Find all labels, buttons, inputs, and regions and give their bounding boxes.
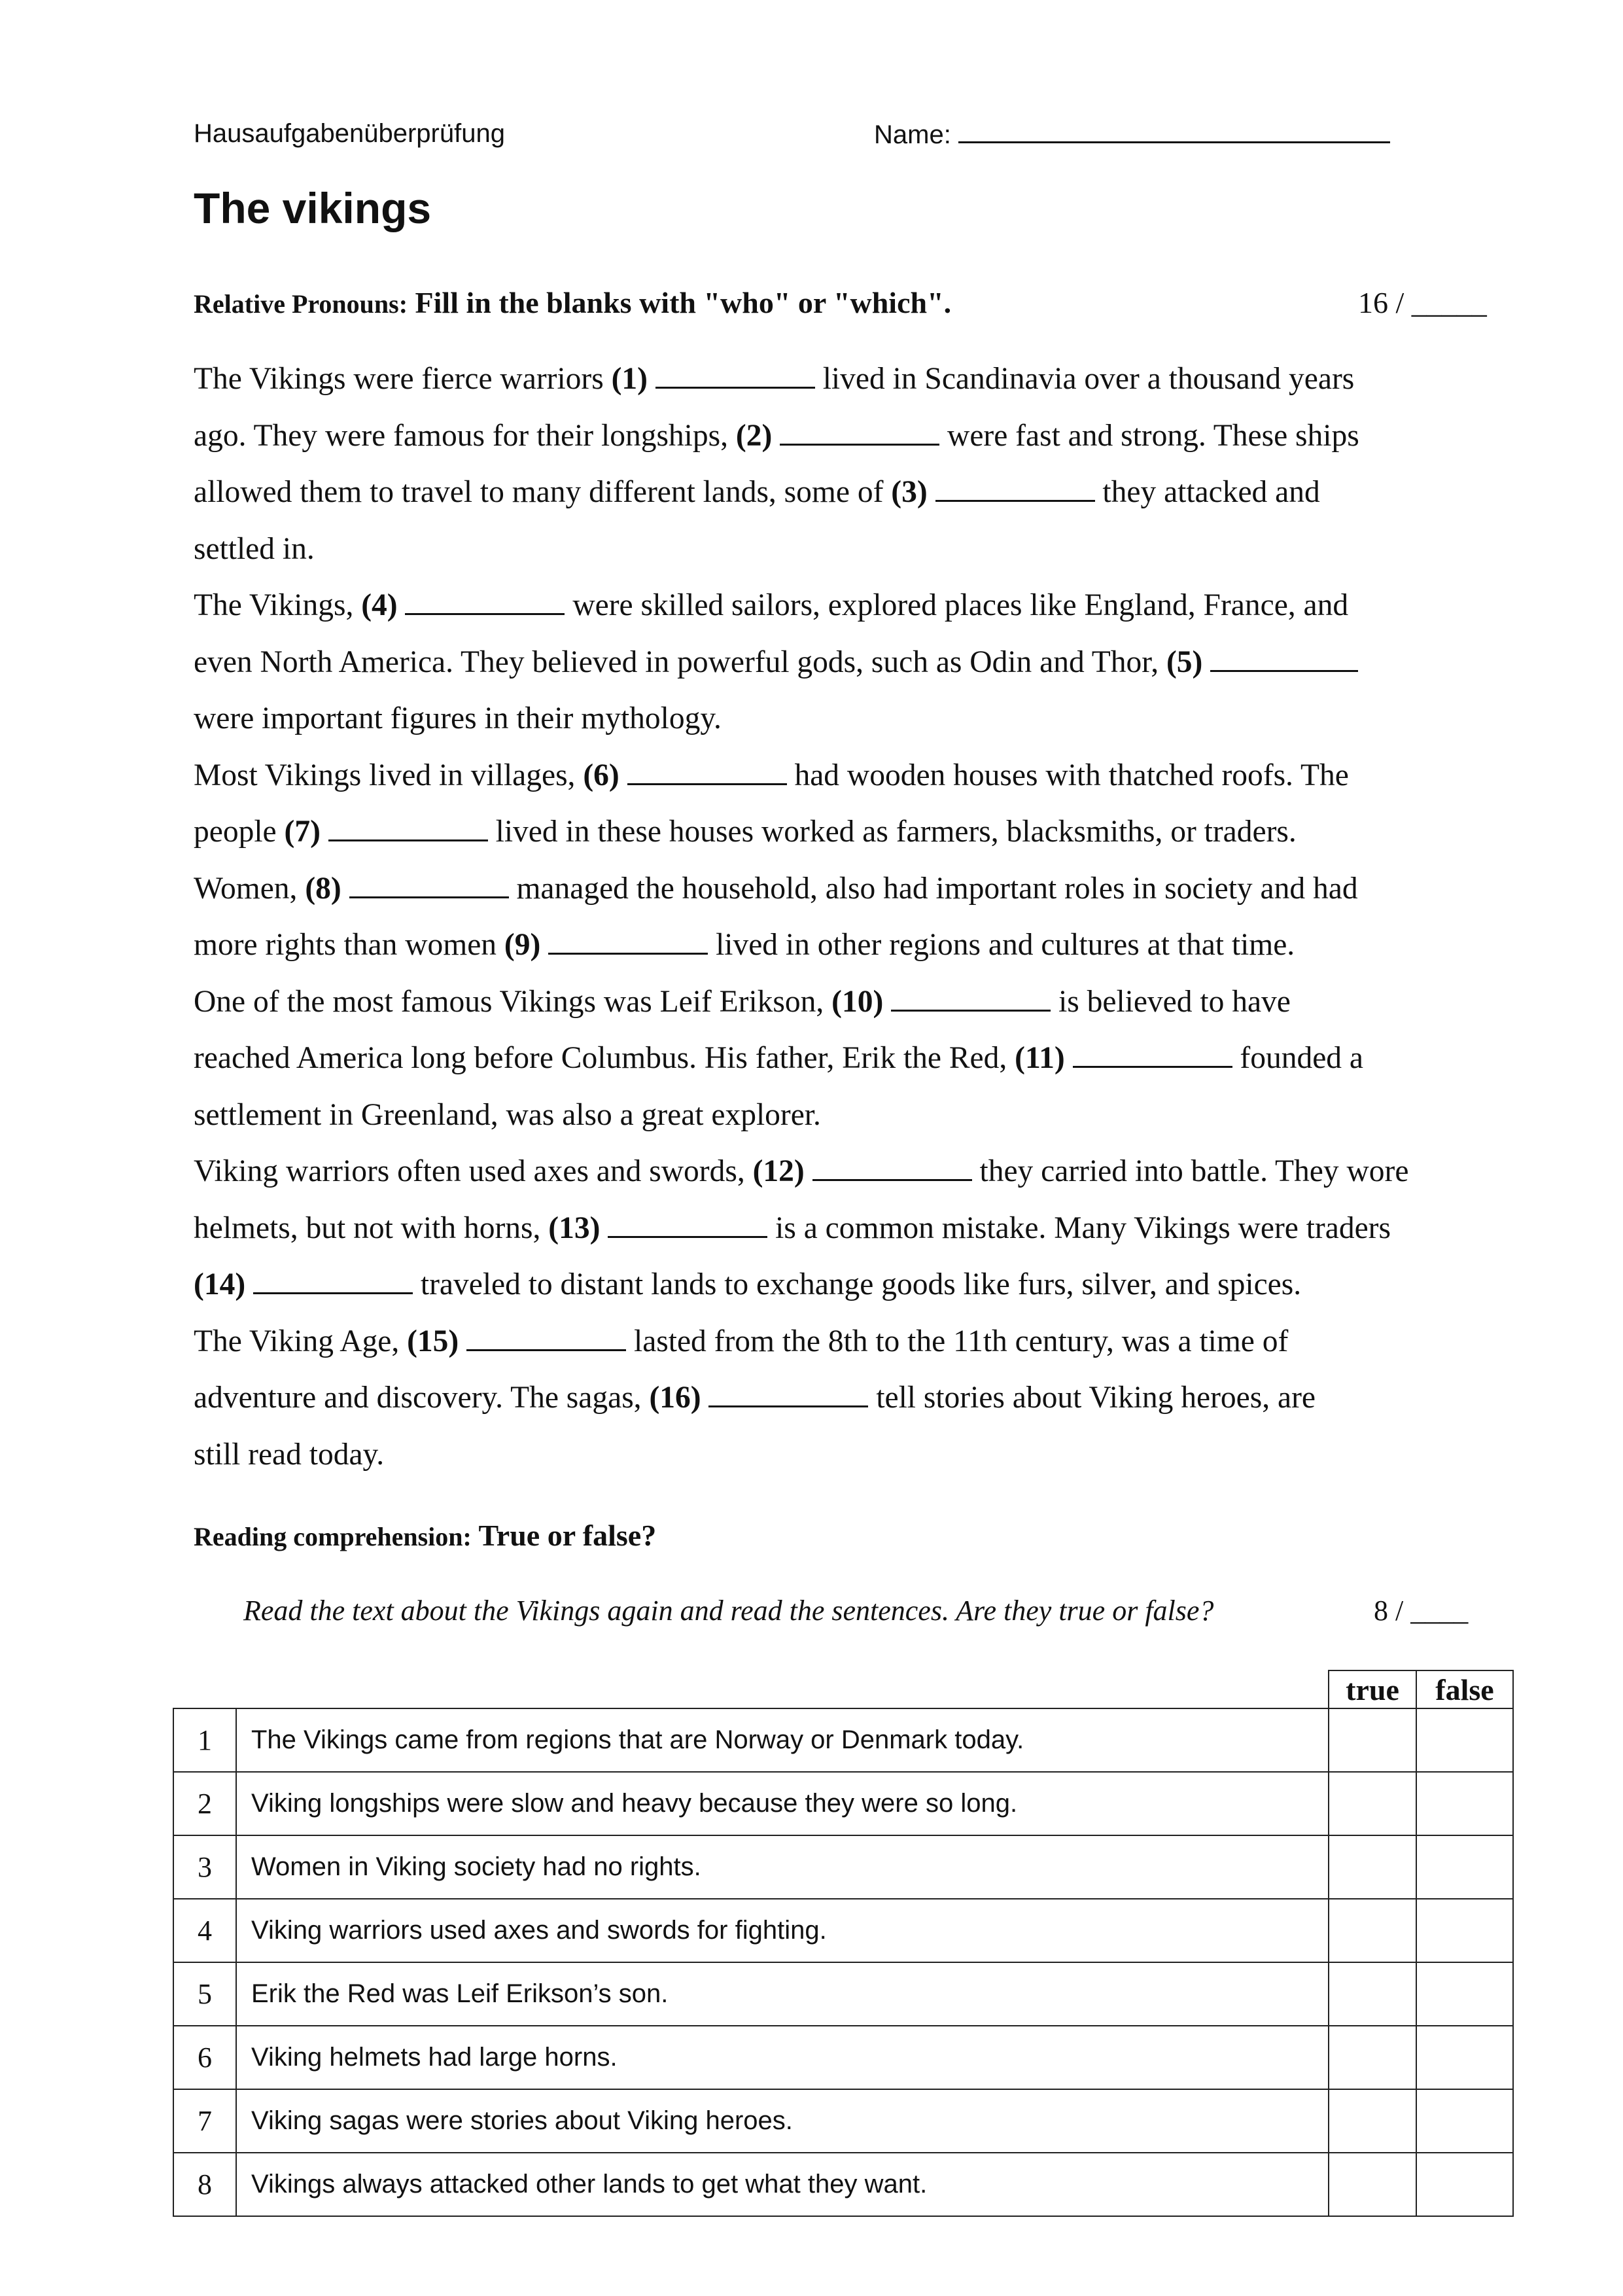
answer-blank[interactable]: [627, 757, 787, 785]
table-row: [173, 1772, 1513, 1835]
table-header-empty: [173, 1670, 1329, 1708]
answer-blank[interactable]: [349, 870, 509, 898]
passage-text: Women,: [194, 871, 305, 906]
blank-number: (12): [752, 1154, 805, 1188]
false-checkbox-cell[interactable]: [1416, 1835, 1513, 1899]
column-header-true: true: [1329, 1670, 1416, 1708]
passage-text: The Viking Age,: [194, 1324, 408, 1358]
passage-line: [194, 1200, 1502, 1257]
passage-text: The Vikings were fierce warriors: [194, 362, 612, 396]
true-checkbox-cell[interactable]: [1329, 1835, 1416, 1899]
column-header-false: false: [1416, 1670, 1513, 1708]
row-number: 8: [173, 2153, 236, 2216]
section-heading-text: True or false?: [478, 1519, 657, 1552]
passage-text: is believed to have: [1051, 984, 1291, 1019]
table-header-row: [173, 1670, 1513, 1708]
passage-line: [194, 1256, 1502, 1313]
table-row: [173, 1708, 1513, 1772]
answer-blank[interactable]: [1210, 644, 1358, 672]
true-checkbox-cell[interactable]: [1329, 1962, 1416, 2026]
passage-text: tell stories about Viking heroes, are: [868, 1381, 1316, 1415]
true-false-table: [173, 1670, 1514, 2217]
passage-line: [194, 634, 1502, 691]
passage-text: traveled to distant lands to exchange goods like furs, silver, and spices.: [413, 1267, 1302, 1301]
blank-number: (6): [583, 758, 620, 792]
passage-text: they attacked and: [1094, 475, 1320, 509]
true-checkbox-cell[interactable]: [1329, 1708, 1416, 1772]
passage-text: still read today.: [194, 1437, 385, 1472]
row-number: 1: [173, 1708, 236, 1772]
true-checkbox-cell[interactable]: [1329, 2089, 1416, 2153]
passage-text: lived in these houses worked as farmers, blacksmiths, or traders.: [487, 815, 1297, 849]
table-row: [173, 2026, 1513, 2089]
section-heading-relative-pronouns: [194, 285, 951, 320]
true-checkbox-cell[interactable]: [1329, 1899, 1416, 1962]
true-checkbox-cell[interactable]: [1329, 1772, 1416, 1835]
row-number: 6: [173, 2026, 236, 2089]
name-field[interactable]: [874, 119, 1390, 150]
passage-line: [194, 1030, 1502, 1087]
passage-line: [194, 1143, 1502, 1200]
passage-text: adventure and discovery. The sagas,: [194, 1381, 650, 1415]
passage-text: settlement in Greenland, was also a great explorer.: [194, 1097, 821, 1132]
passage-text: were important figures in their mythology.: [194, 701, 722, 735]
answer-blank[interactable]: [935, 474, 1095, 502]
passage-text: The Vikings,: [194, 588, 362, 622]
passage-line: [194, 1313, 1502, 1370]
answer-blank[interactable]: [708, 1379, 868, 1407]
false-checkbox-cell[interactable]: [1416, 2026, 1513, 2089]
passage-line: [194, 860, 1502, 917]
blank-number: (14): [194, 1267, 246, 1301]
passage-text: even North America. They believed in powerful gods, such as Odin and Thor,: [194, 645, 1166, 679]
passage-text: helmets, but not with horns,: [194, 1210, 549, 1245]
statement-text: Vikings always attacked other lands to get what they want.: [236, 2153, 1329, 2216]
blank-number: (4): [361, 588, 398, 622]
table-row: [173, 1899, 1513, 1962]
passage-line: [194, 521, 1502, 578]
blank-number: (16): [649, 1381, 701, 1415]
section-heading-text: Fill in the blanks with "who" or "which".: [415, 286, 952, 319]
passage-text: settled in.: [194, 531, 315, 566]
passage-line: [194, 747, 1502, 804]
passage-text: reached America long before Columbus. His father, Erik the Red,: [194, 1041, 1015, 1075]
fill-in-passage: [194, 351, 1502, 1483]
table-row: [173, 2089, 1513, 2153]
statement-text: Viking sagas were stories about Viking heroes.: [236, 2089, 1329, 2153]
answer-blank[interactable]: [780, 417, 939, 446]
passage-text: lived in other regions and cultures at that time.: [708, 928, 1295, 962]
passage-line: [194, 690, 1502, 747]
answer-blank[interactable]: [891, 983, 1051, 1012]
blank-number: (8): [305, 871, 341, 906]
blank-number: (11): [1015, 1041, 1065, 1075]
false-checkbox-cell[interactable]: [1416, 2153, 1513, 2216]
section-heading-label: Relative Pronouns:: [194, 289, 408, 319]
passage-line: [194, 1426, 1502, 1483]
passage-line: [194, 351, 1502, 408]
passage-text: is a common mistake. Many Vikings were traders: [767, 1210, 1391, 1245]
answer-blank[interactable]: [548, 927, 708, 955]
passage-line: [194, 577, 1502, 634]
blank-number: (2): [735, 418, 773, 453]
blank-number: (13): [548, 1210, 601, 1245]
passage-line: [194, 1369, 1502, 1426]
answer-blank[interactable]: [328, 813, 488, 841]
true-checkbox-cell[interactable]: [1329, 2026, 1416, 2089]
true-checkbox-cell[interactable]: [1329, 2153, 1416, 2216]
statement-text: Erik the Red was Leif Erikson’s son.: [236, 1962, 1329, 2026]
passage-text: lasted from the 8th to the 11th century, was a time of: [626, 1324, 1289, 1358]
answer-blank[interactable]: [812, 1153, 972, 1181]
passage-line: [194, 917, 1502, 974]
passage-text: were skilled sailors, explored places like England, France, and: [565, 588, 1349, 622]
answer-blank[interactable]: [253, 1266, 413, 1294]
name-label: Name:: [874, 120, 951, 149]
blank-number: (10): [831, 984, 884, 1019]
passage-line: [194, 464, 1502, 521]
passage-line: [194, 1087, 1502, 1144]
page-title: The vikings: [194, 184, 432, 232]
passage-text: more rights than women: [194, 928, 504, 962]
passage-text: founded a: [1232, 1041, 1364, 1075]
instructions: Read the text about the Vikings again and read the sentences. Are they true or false?: [243, 1595, 1214, 1627]
blank-number: (15): [407, 1324, 459, 1358]
false-checkbox-cell[interactable]: [1416, 2089, 1513, 2153]
answer-blank[interactable]: [405, 587, 565, 615]
section-score: 8 / ____: [1374, 1595, 1469, 1627]
answer-blank[interactable]: [1073, 1040, 1232, 1068]
row-number: 5: [173, 1962, 236, 2026]
row-number: 4: [173, 1899, 236, 1962]
passage-text: people: [194, 815, 285, 849]
false-checkbox-cell[interactable]: [1416, 1708, 1513, 1772]
row-number: 3: [173, 1835, 236, 1899]
statement-text: Viking warriors used axes and swords for fighting.: [236, 1899, 1329, 1962]
table-row: [173, 1962, 1513, 2026]
table-row: [173, 2153, 1513, 2216]
passage-text: Most Vikings lived in villages,: [194, 758, 584, 792]
blank-number: (5): [1166, 645, 1203, 679]
name-blank-line[interactable]: [958, 119, 1390, 143]
passage-text: Viking warriors often used axes and swords,: [194, 1154, 753, 1188]
section-heading-reading-comprehension: [194, 1518, 656, 1553]
statement-text: Viking helmets had large horns.: [236, 2026, 1329, 2089]
row-number: 7: [173, 2089, 236, 2153]
passage-line: [194, 804, 1502, 860]
table-row: [173, 1835, 1513, 1899]
false-checkbox-cell[interactable]: [1416, 1772, 1513, 1835]
statement-text: Women in Viking society had no rights.: [236, 1835, 1329, 1899]
passage-text: managed the household, also had important roles in society and had: [508, 871, 1358, 906]
blank-number: (9): [504, 928, 541, 962]
passage-text: they carried into battle. They wore: [971, 1154, 1409, 1188]
passage-text: allowed them to travel to many different lands, some of: [194, 475, 892, 509]
passage-text: had wooden houses with thatched roofs. The: [786, 758, 1349, 792]
passage-line: [194, 974, 1502, 1031]
header-course-label: Hausaufgabenüberprüfung: [194, 119, 505, 148]
passage-text: lived in Scandinavia over a thousand years: [814, 362, 1355, 396]
answer-blank[interactable]: [655, 361, 815, 389]
section-score: 16 / _____: [1358, 286, 1487, 319]
blank-number: (7): [284, 815, 321, 849]
blank-number: (1): [611, 362, 648, 396]
row-number: 2: [173, 1772, 236, 1835]
answer-blank[interactable]: [466, 1323, 626, 1351]
statement-text: The Vikings came from regions that are Norway or Denmark today.: [236, 1708, 1329, 1772]
false-checkbox-cell[interactable]: [1416, 1899, 1513, 1962]
false-checkbox-cell[interactable]: [1416, 1962, 1513, 2026]
blank-number: (3): [891, 475, 928, 509]
section-heading-label: Reading comprehension:: [194, 1522, 472, 1551]
statement-text: Viking longships were slow and heavy because they were so long.: [236, 1772, 1329, 1835]
passage-text: ago. They were famous for their longships,: [194, 418, 736, 453]
passage-text: One of the most famous Vikings was Leif Erikson,: [194, 984, 832, 1019]
passage-text: were fast and strong. These ships: [939, 418, 1359, 453]
answer-blank[interactable]: [608, 1210, 767, 1238]
passage-line: [194, 408, 1502, 465]
